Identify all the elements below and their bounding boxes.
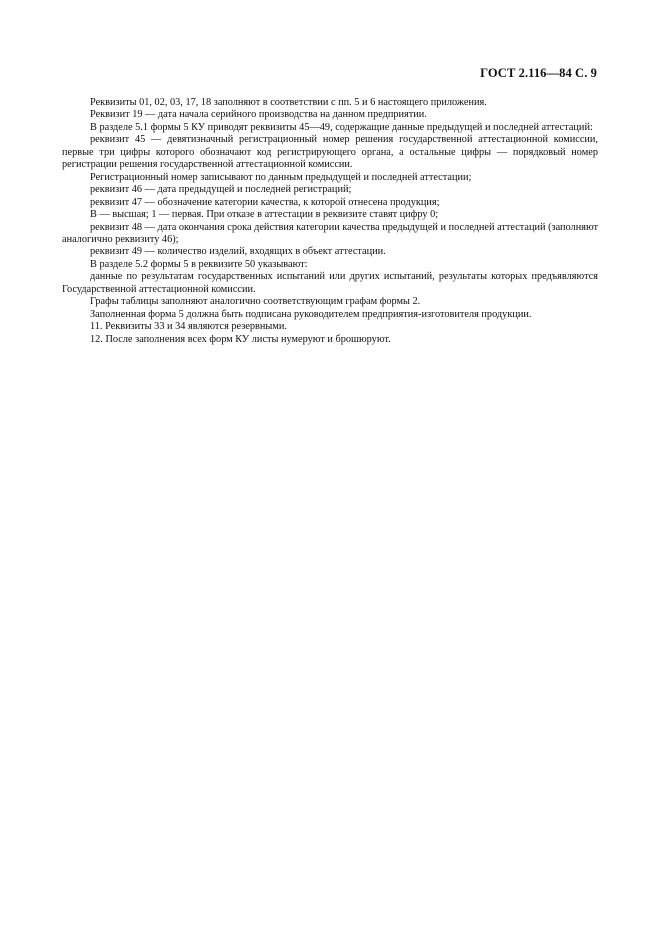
paragraph: реквизит 48 — дата окончания срока действия категории качества предыдущей и последней аттестаций (заполняют аналогично реквизиту 46); [62,221,598,245]
document-body [62,97,598,346]
paragraph: 12. После заполнения всех форм КУ листы нумеруют и брошюруют. [90,333,391,345]
paragraph: В — высшая; 1 — первая. При отказе в аттестации в реквизите ставят цифру 0; [90,209,439,221]
paragraph: В разделе 5.2 формы 5 в реквизите 50 указывают: [90,258,308,270]
paragraph: Заполненная форма 5 должна быть подписана руководителем предприятия-изготовителя продукции. [90,308,532,320]
paragraph: Реквизит 19 — дата начала серийного производства на данном предприятии. [90,109,427,121]
paragraph: реквизит 45 — девятизначный регистрационный номер решения государственной аттестационной комиссии, первые три цифры которого обозначают код регистрирующего органа, а остальные цифры — порядковый номер регистрации решения государственной аттестационной комиссии. [62,134,598,171]
paragraph: 11. Реквизиты 33 и 34 являются резервными. [90,321,287,333]
paragraph: данные по результатам государственных испытаний или других испытаний, результаты которых предъявляются Государственной аттестационной комиссии. [62,271,598,295]
paragraph: Регистрационный номер записывают по данным предыдущей и последней аттестации; [90,171,472,183]
page-header: ГОСТ 2.116—84 С. 9 [480,66,597,80]
paragraph: реквизит 47 — обозначение категории качества, к которой отнесена продукция; [90,196,440,208]
paragraph: Реквизиты 01, 02, 03, 17, 18 заполняют в соответствии с пп. 5 и 6 настоящего приложения. [90,97,487,108]
paragraph: В разделе 5.1 формы 5 КУ приводят реквизиты 45—49, содержащие данные предыдущей и последней аттестаций: [90,121,593,133]
paragraph: реквизит 49 — количество изделий, входящих в объект аттестации. [90,246,386,258]
paragraph: реквизит 46 — дата предыдущей и последней регистраций; [90,184,352,196]
paragraph: Графы таблицы заполняют аналогично соответствующим графам формы 2. [90,296,421,308]
